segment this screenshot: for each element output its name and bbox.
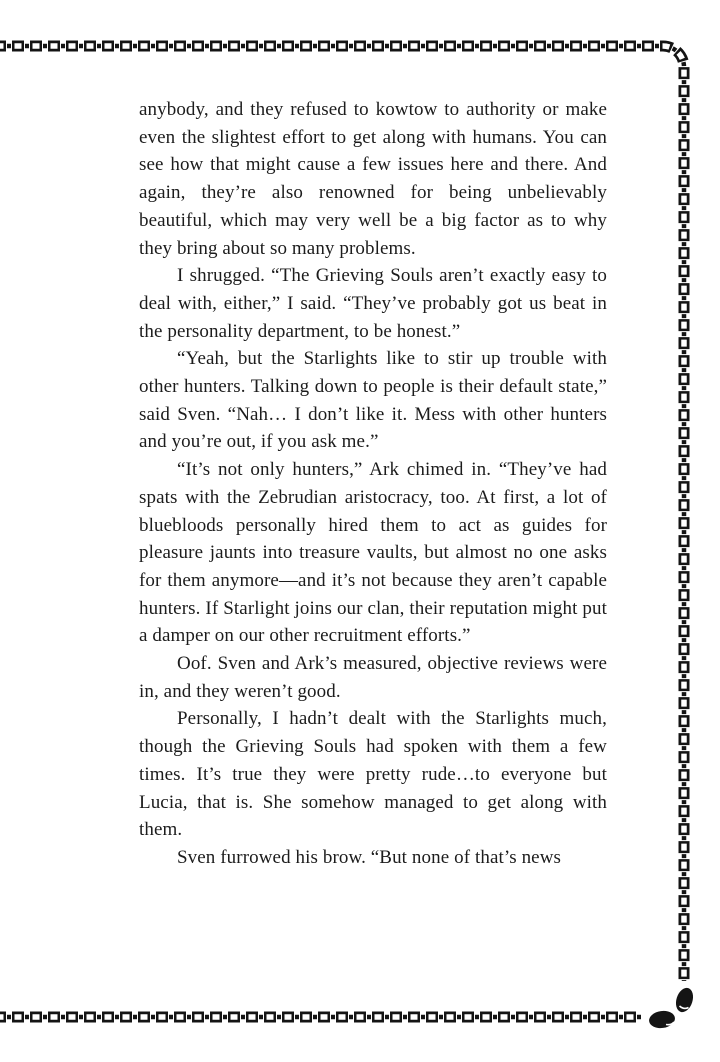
oval-bead-horizontal-icon bbox=[648, 1009, 676, 1029]
paragraph: Personally, I hadn’t dealt with the Starlights much, though the Grieving Souls had spoken with them a few times. It’s true they were pretty rude…to everyone but Lucia, that is. She somehow managed to get along with them. bbox=[139, 708, 607, 841]
paragraph: Sven furrowed his brow. “But none of that’s news bbox=[177, 846, 562, 868]
oval-bead-vertical-icon bbox=[673, 986, 696, 1015]
page-text bbox=[139, 96, 607, 872]
paragraph: I shrugged. “The Grieving Souls aren’t exactly easy to deal with, either,” I said. “They’ve probably got us beat in the personality department, to be honest.” bbox=[139, 265, 607, 342]
paragraph: “Yeah, but the Starlights like to stir up trouble with other hunters. Talking down to people is their default state,” said Sven. “Nah… I don’t like it. Mess with other hunters and you’re out, if you ask me.” bbox=[139, 348, 607, 453]
paragraph: “It’s not only hunters,” Ark chimed in. “They’ve had spats with the Zebrudian aristocracy, too. At first, a lot of bluebloods personally hired them to act as guides for pleasure jaunts into treasure vaults, but almost no one asks for them anymore—and it’s not because they aren’t capable hunters. If Starlight joins our clan, their reputation might put a damper on our other recruitment efforts.” bbox=[139, 459, 607, 647]
paragraph: Oof. Sven and Ark’s measured, objective reviews were in, and they weren’t good. bbox=[139, 653, 607, 702]
paragraph: anybody, and they refused to kowtow to authority or make even the slightest effort to get along with humans. You can see how that might cause a few issues here and there. And again, they’re also renowned for being unbelievably beautiful, which may very well be a big factor as to why they bring about so many problems. bbox=[139, 99, 607, 259]
